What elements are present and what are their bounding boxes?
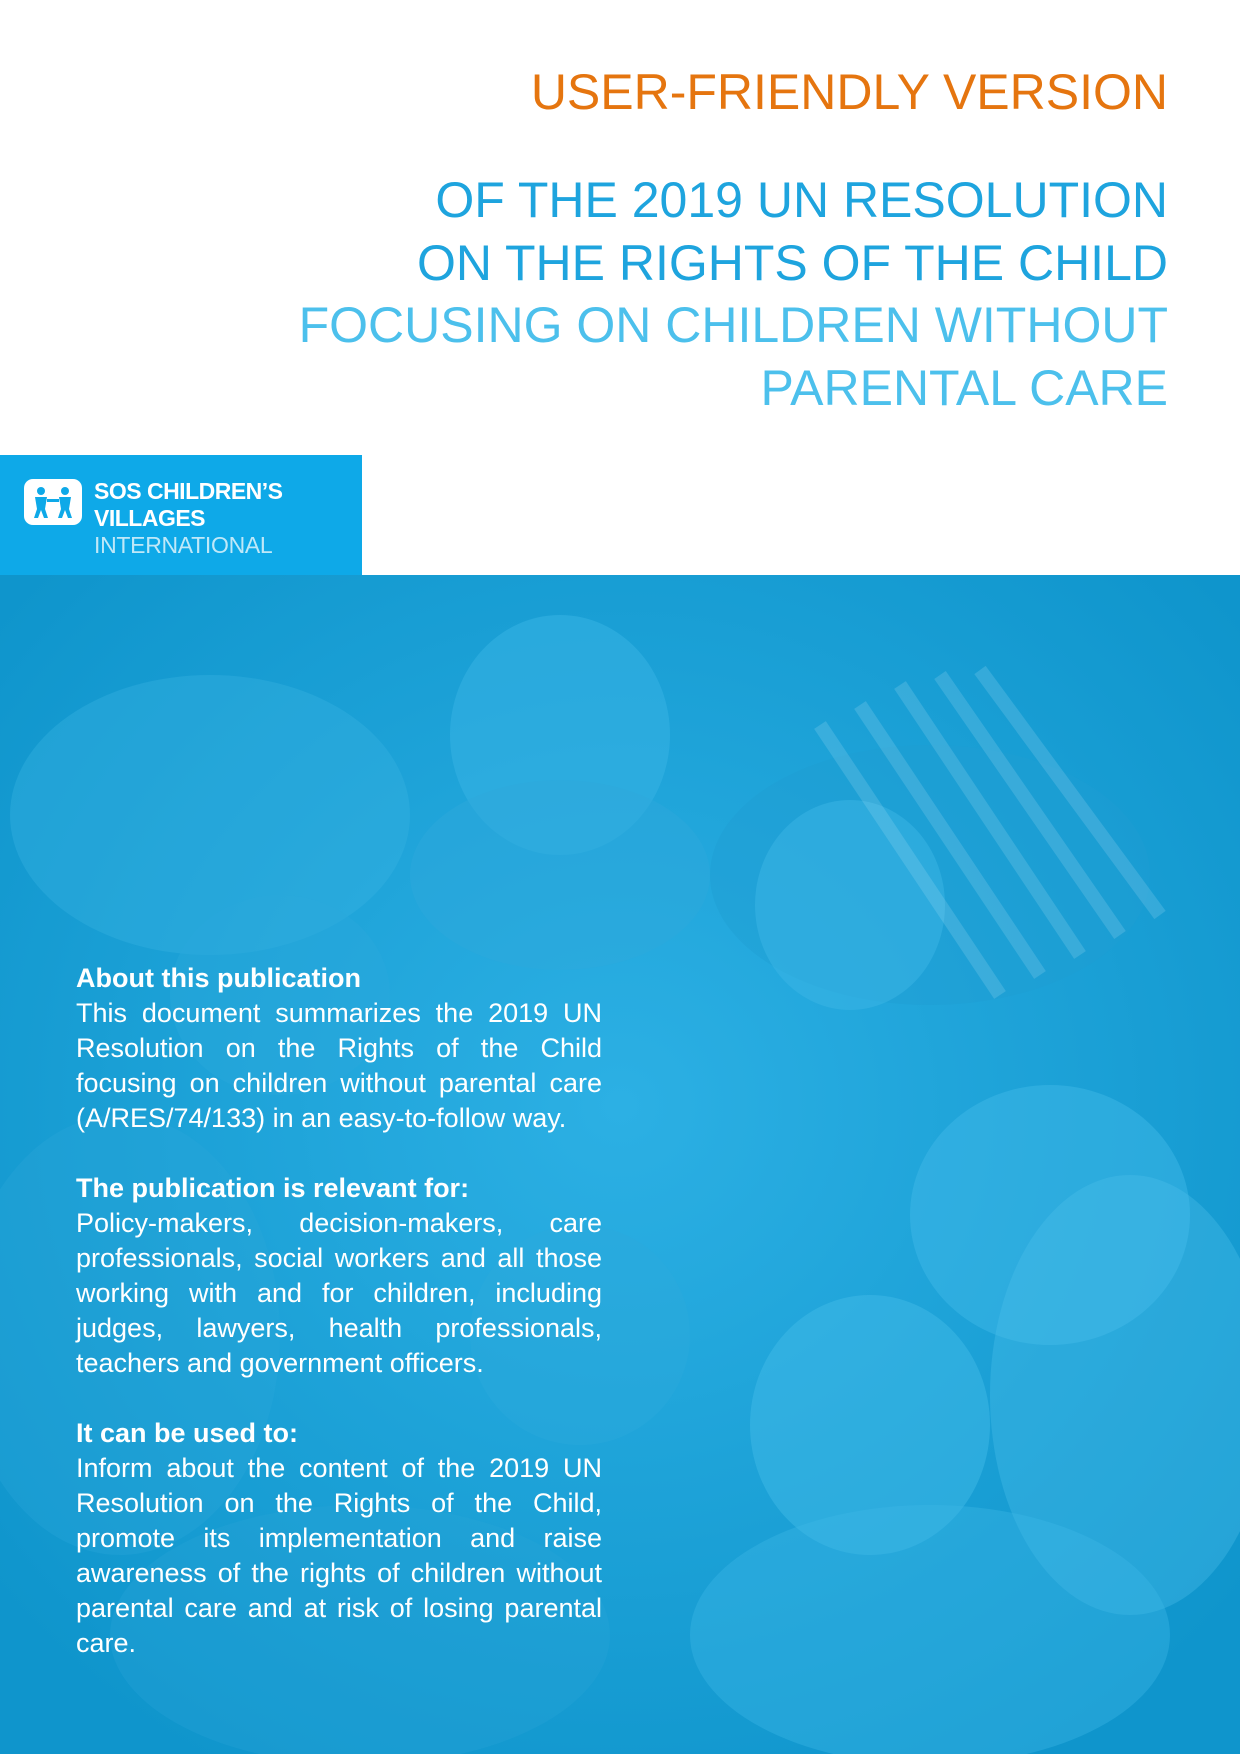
section-body: Inform about the content of the 2019 UN Resolution on the Rights of the Child, promote its implementation and raise awareness of the rights of children without parental care and at risk of losing parental care.: [76, 1453, 602, 1658]
about-publication: [76, 961, 602, 1661]
logo-wordmark: [94, 478, 283, 559]
children-icon: [24, 479, 82, 525]
logo-line: VILLAGES: [94, 505, 206, 531]
title-line: OF THE 2019 UN RESOLUTION: [435, 172, 1168, 228]
title-line: FOCUSING ON CHILDREN WITHOUT: [298, 297, 1168, 353]
cover-subtitle: USER-FRIENDLY VERSION: [530, 64, 1168, 120]
section-body: Policy-makers, decision-makers, care professionals, social workers and all those working with and for children, including judges, lawyers, health professionals, teachers and government officers.: [76, 1208, 602, 1378]
sos-logo: [0, 455, 362, 575]
section-body: This document summarizes the 2019 UN Resolution on the Rights of the Child focusing on children without parental care (A/RES/74/133) in an easy-to-follow way.: [76, 998, 602, 1133]
section-heading: The publication is relevant for:: [76, 1173, 470, 1203]
section-heading: It can be used to:: [76, 1418, 299, 1448]
cover-title: [299, 169, 1168, 419]
logo-line: INTERNATIONAL: [94, 532, 273, 558]
title-line: PARENTAL CARE: [760, 359, 1168, 416]
logo-line: SOS CHILDREN’S: [94, 478, 283, 504]
section-heading: About this publication: [76, 963, 361, 993]
title-line: ON THE RIGHTS OF THE CHILD: [416, 234, 1168, 291]
